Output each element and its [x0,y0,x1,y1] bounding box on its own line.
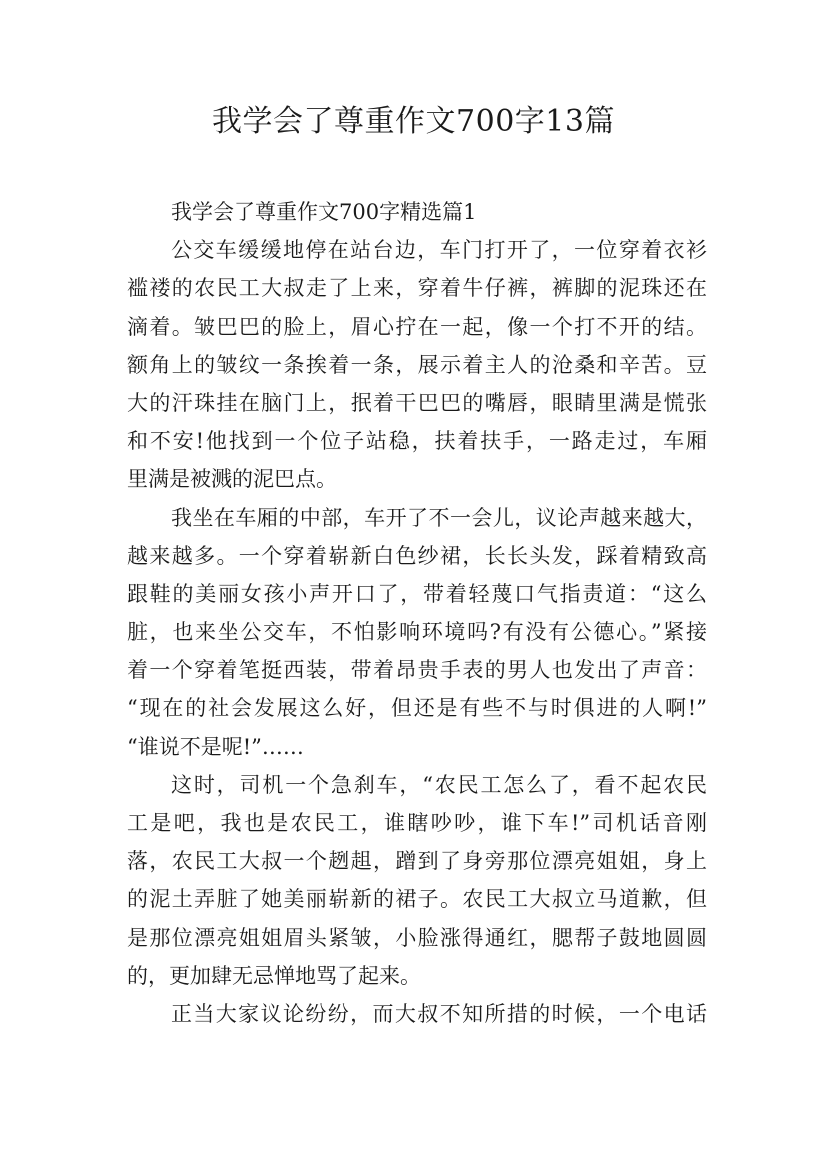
paragraph-line: 的，更加肆无忌惮地骂了起来。 [127,963,421,988]
paragraph-line: 和不安!他找到一个位子站稳，扶着扶手，一路走过，车厢 [127,429,707,454]
paragraph-line: 落，农民工大叔一个趔趄，蹭到了身旁那位漂亮姐姐，身上 [127,849,707,874]
paragraph-line: “现在的社会发展这么好，但还是有些不与时俱进的人啊!” [127,696,707,721]
paragraph-line: 越来越多。一个穿着崭新白色纱裙，长长头发，踩着精致高 [127,543,707,568]
paragraph-line: 是那位漂亮姐姐眉头紧皱，小脸涨得通红，腮帮子鼓地圆圆 [127,925,707,950]
paragraph-line: 里满是被溅的泥巴点。 [127,467,337,492]
paragraph-line: 滴着。皱巴巴的脸上，眉心拧在一起，像一个打不开的结。 [127,314,707,339]
paragraph-line: 这时，司机一个急刹车，“农民工怎么了，看不起农民 [171,772,707,797]
paragraph-line: 褴褛的农民工大叔走了上来，穿着牛仔裤，裤脚的泥珠还在 [127,276,707,301]
paragraph-line: 脏，也来坐公交车，不怕影响环境吗?有没有公德心。”紧接 [127,620,707,645]
paragraph-line: 我坐在车厢的中部，车开了不一会儿，议论声越来越大， [171,505,707,530]
document-title: 我学会了尊重作文700字13篇 [212,104,615,139]
paragraph-line: 公交车缓缓地停在站台边，车门打开了，一位穿着衣衫 [171,238,707,263]
paragraph-line: 正当大家议论纷纷，而大叔不知所措的时候，一个电话 [171,1001,707,1026]
paragraph-line: 工是吧，我也是农民工，谁瞎吵吵，谁下车!”司机话音刚 [127,811,707,835]
paragraph-line: 额角上的皱纹一条挨着一条，展示着主人的沧桑和辛苦。豆 [127,352,707,377]
paragraph-line: 跟鞋的美丽女孩小声开口了，带着轻蔑口气指责道：“这么 [127,581,707,606]
paragraph-line: “谁说不是呢!”…… [127,734,304,759]
paragraph-line: 大的汗珠挂在脑门上，抿着干巴巴的嘴唇，眼睛里满是慌张 [127,390,707,415]
paragraph-line: 着一个穿着笔挺西装，带着昂贵手表的男人也发出了声音： [127,658,707,683]
section-heading: 我学会了尊重作文700字精选篇1 [171,200,477,224]
document-body [127,193,707,1033]
paragraph-line: 的泥土弄脏了她美丽崭新的裙子。农民工大叔立马道歉，但 [127,887,707,912]
